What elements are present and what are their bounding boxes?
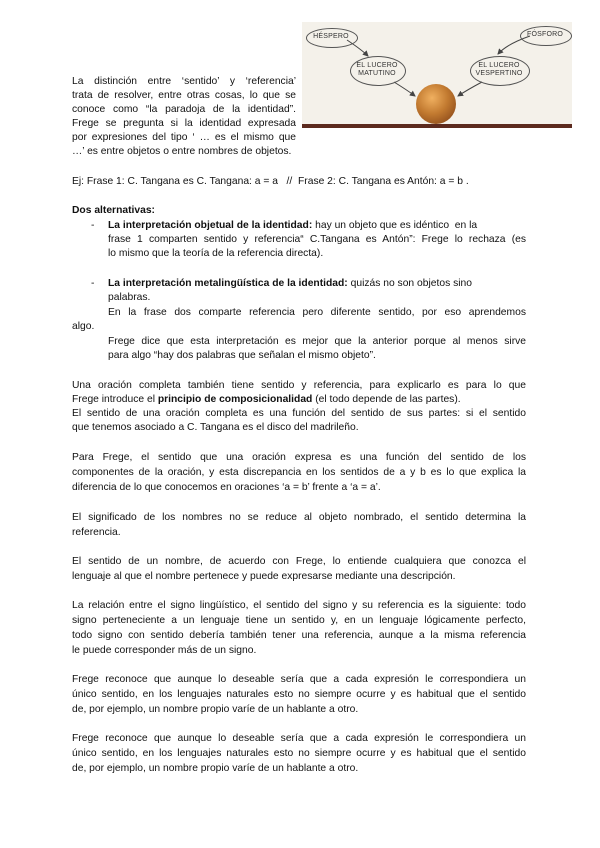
sign-relation-line: le puede corresponder más de un signo. [72, 645, 257, 656]
names-meaning-line: referencia. [72, 527, 121, 538]
alternatives-heading: Dos alternativas: [72, 205, 155, 216]
composition-text: (el todo depende de las partes). [312, 394, 461, 405]
alternative-1-line1 [108, 219, 526, 233]
frege-recognizes-line: único sentido, en los lenguajes naturales esto no siempre ocurre y es habitual que el sentido [72, 748, 526, 759]
frege-recognizes-line: de, por ejemplo, un nombre propio varíe de un hablante a otro. [72, 763, 359, 774]
frege-sense-line: componentes de la oración, y esta discrepancia en los sentidos de a y b es lo que explica la [72, 467, 526, 478]
example-line: Ej: Frase 1: C. Tangana es C. Tangana: a = a // Frase 2: C. Tangana es Antón: a = b . [72, 176, 469, 187]
fosforo-label: FÓSFORO [526, 31, 563, 38]
morning-star-line2: MATUTINO [358, 70, 396, 77]
sign-relation-line: La relación entre el signo lingüístico, el sentido del signo y su referencia es la siguiente: todo [72, 600, 526, 611]
composition-line: que tenemos asociado a C. Tangana es el disco del madrileño. [72, 422, 359, 433]
sign-relation-line: todo signo con sentido debería también tener una referencia, aunque a la misma referencia [72, 630, 526, 641]
composition-principle: principio de composicionalidad [157, 394, 313, 405]
frege-recognizes-line: único sentido, en los lenguajes naturales esto no siempre ocurre y es habitual que el sentido [72, 689, 526, 700]
alternative-1-text: hay un objeto que es idéntico en la [312, 220, 478, 231]
names-meaning-line: El significado de los nombres no se reduce al objeto nombrado, el sentido determina la [72, 512, 526, 523]
intro-line: conoce como “la paradoja de la identidad”. [72, 104, 296, 115]
morning-star-line1: EL LUCERO [356, 62, 398, 69]
name-sense-line: El sentido de un nombre, de acuerdo con Frege, lo entiende cualquiera que conozca el [72, 556, 526, 567]
evening-star-line2: VESPERTINO [475, 70, 523, 77]
figure-bottom-bar [302, 124, 572, 128]
intro-line: por expresiones del tipo ‘ … es el mismo que [72, 132, 296, 143]
hespero-label: HÉSPERO [313, 33, 349, 40]
name-sense-line: lenguaje al que el nombre pertenece y puede expresarse mediante una descripción. [72, 571, 456, 582]
composition-line [72, 393, 526, 407]
composition-line: Una oración completa también tiene sentido y referencia, para explicarlo es para lo que [72, 380, 526, 391]
evening-star-line1: EL LUCERO [478, 62, 520, 69]
alternative-2-title: La interpretación metalingüística de la identidad: [108, 278, 348, 289]
alternative-1-line2: frase 1 comparten sentido y referencia“ C.Tangana es Antón”: Frege lo rechaza (es [108, 234, 526, 245]
alternative-2-line2: palabras. [108, 292, 151, 303]
intro-line: Frege se pregunta si la identidad expresada [72, 118, 296, 129]
venus-planet-image [416, 84, 456, 124]
alternative-2-line5: Frege dice que esta interpretación es mejor que la anterior porque al menos sirve [108, 336, 526, 347]
frege-sense-line: Para Frege, el sentido que una oración expresa es una función del sentido de los [72, 452, 526, 463]
alternative-2-line6: para algo “hay dos palabras que señalan el mismo objeto”. [108, 350, 376, 361]
frege-recognizes-line: Frege reconoce que aunque lo deseable sería que a cada expresión le correspondiera un [72, 733, 526, 744]
composition-line: El sentido de una oración completa es una función del sentido de sus partes: si el sentido [72, 408, 526, 419]
sign-relation-line: signo perteneciente a un lenguaje tiene un sentido y, en un lenguaje lógicamente perfecto, [72, 615, 526, 626]
composition-text: Frege introduce el [72, 394, 158, 405]
frege-recognizes-line: Frege reconoce que aunque lo deseable sería que a cada expresión le correspondiera un [72, 674, 526, 685]
alternative-2-line4: algo. [72, 321, 95, 332]
venus-diagram [302, 22, 572, 128]
frege-sense-line: diferencia de lo que conocemos en oraciones ‘a = b’ frente a ‘a = a’. [72, 482, 381, 493]
alternative-1-line3: lo mismo que la teoría de la referencia directa). [108, 248, 324, 259]
frege-recognizes-line: de, por ejemplo, un nombre propio varíe de un hablante a otro. [72, 704, 359, 715]
alternative-2-line3: En la frase dos comparte referencia pero diferente sentido, por eso aprendemos [108, 307, 526, 318]
intro-line: La distinción entre ‘sentido’ y ‘referencia’ [72, 76, 296, 87]
alternative-1-title: La interpretación objetual de la identidad: [108, 220, 313, 231]
intro-line: …’ es entre objetos o entre nombres de objetos. [72, 146, 292, 157]
bullet-dash: - [91, 220, 95, 231]
intro-line: trata de resolver, entre otras cosas, lo que se [72, 90, 296, 101]
alternative-2-text: quizás no son objetos sino [347, 278, 472, 289]
bullet-dash: - [91, 278, 95, 289]
alternative-2-line1 [108, 277, 526, 291]
